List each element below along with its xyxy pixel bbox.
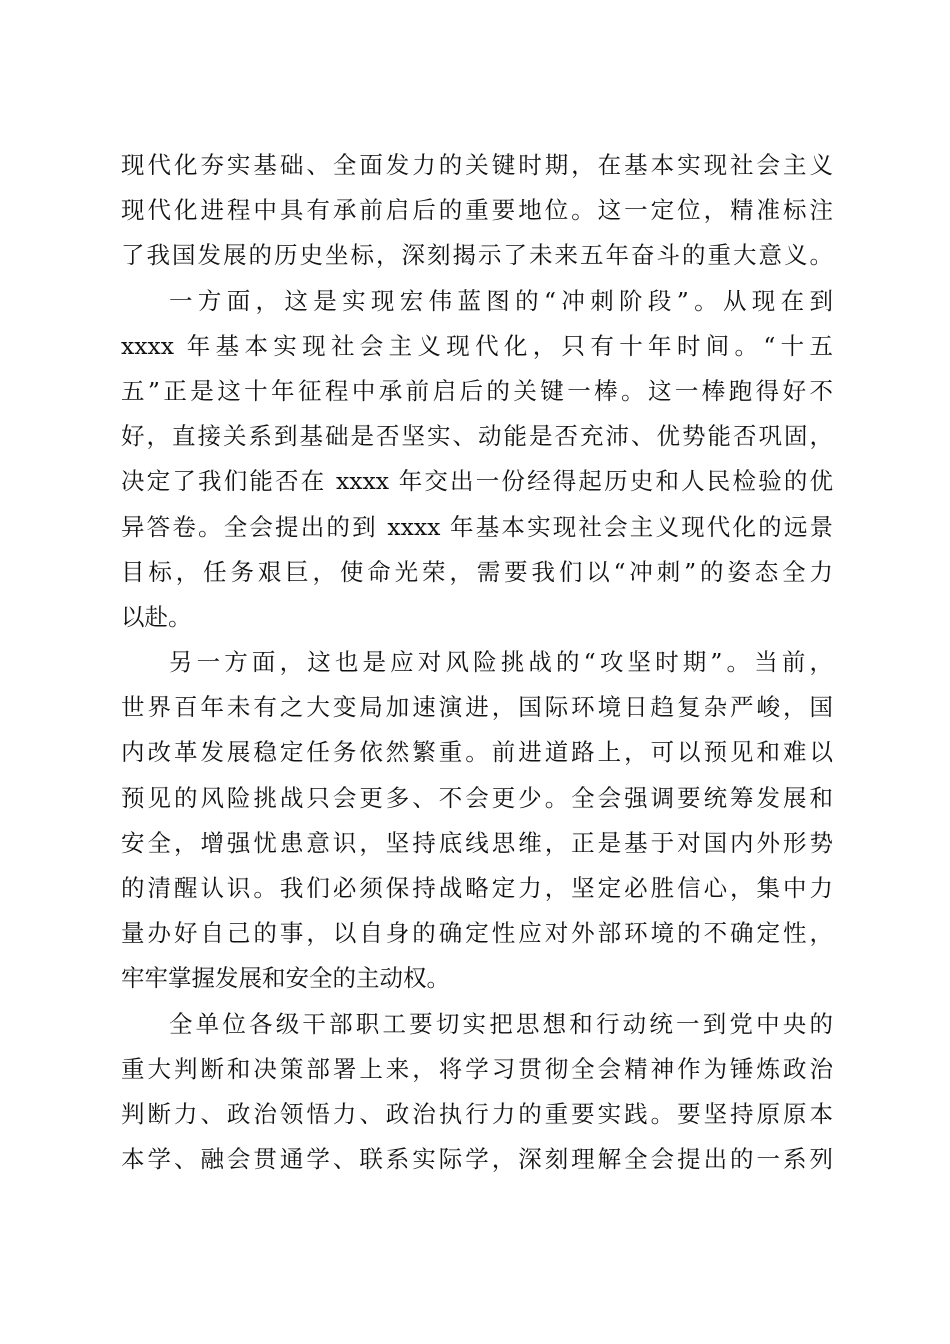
paragraph-2-last-line: 牢牢掌握发展和安全的主动权。 [121,964,450,993]
text-line-6: 五”正是这十年征程中承前启后的关键一棒。这一棒跑得好不 [121,376,833,405]
text-line-8: 决定了我们能否在 xxxx 年交出一份经得起历史和人民检验的优 [121,467,833,496]
text-line-21: 重大判断和决策部署上来，将学习贯彻全会精神作为锤炼政治 [121,1054,833,1083]
text-line-14: 内改革发展稳定任务依然繁重。前进道路上，可以预见和难以 [121,738,833,767]
paragraph-1-first-line: 一方面，这是实现宏伟蓝图的“冲刺阶段”。从现在到 [169,286,833,315]
paragraph-3-first-line: 全单位各级干部职工要切实把思想和行动统一到党中央的 [169,1009,833,1038]
text-line-17: 的清醒认识。我们必须保持战略定力，坚定必胜信心，集中力 [121,874,833,902]
text-line-9: 异答卷。全会提出的到 xxxx 年基本实现社会主义现代化的远景 [121,512,833,541]
text-line-7: 好，直接关系到基础是否坚实、动能是否充沛、优势能否巩固， [121,422,833,451]
text-line-2: 现代化进程中具有承前启后的重要地位。这一定位，精准标注 [121,196,833,225]
text-line-13: 世界百年未有之大变局加速演进，国际环境日趋复杂严峻，国 [121,693,833,722]
text-line-1: 现代化夯实基础、全面发力的关键时期，在基本实现社会主义 [121,151,833,179]
body-text [121,143,833,1182]
paragraph-2-first-line: 另一方面，这也是应对风险挑战的“攻坚时期”。当前， [169,648,833,677]
text-line-16: 安全，增强忧患意识，坚持底线思维，正是基于对国内外形势 [121,828,833,857]
text-line-18: 量办好自己的事，以自身的确定性应对外部环境的不确定性， [121,919,833,948]
text-line-3: 了我国发展的历史坐标，深刻揭示了未来五年奋斗的重大意义。 [121,241,833,270]
text-line-5: xxxx 年基本实现社会主义现代化，只有十年时间。“十五 [121,331,833,360]
text-line-22: 判断力、政治领悟力、政治执行力的重要实践。要坚持原原本 [121,1099,833,1128]
text-line-15: 预见的风险挑战只会更多、不会更少。全会强调要统筹发展和 [121,783,833,812]
paragraph-1-last-line: 以赴。 [121,602,192,631]
text-line-10: 目标，任务艰巨，使命光荣，需要我们以“冲刺”的姿态全力 [121,557,833,586]
text-line-23: 本学、融会贯通学、联系实际学，深刻理解全会提出的一系列 [121,1145,833,1174]
